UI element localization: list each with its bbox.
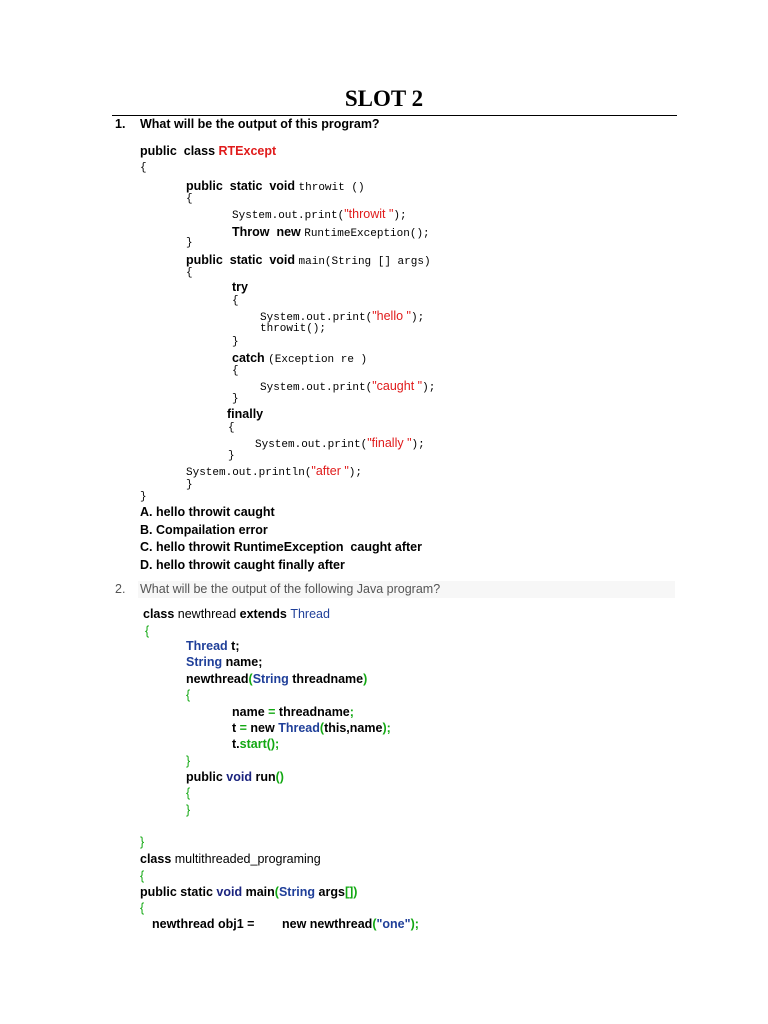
q2-number: 2. [115, 582, 126, 596]
q1-brace: { [232, 295, 239, 307]
q1-brace: { [140, 162, 147, 174]
q1-brace: { [186, 267, 193, 279]
q1-option-d: D. hello throwit caught finally after [140, 558, 345, 572]
q2-brace: { [140, 869, 145, 883]
q1-question: What will be the output of this program? [140, 117, 380, 131]
q2-brace: { [186, 786, 191, 800]
q2-brace: { [140, 901, 145, 915]
q1-code-line: throwit(); [260, 323, 327, 335]
q2-brace: } [140, 835, 145, 849]
q2-brace: { [186, 688, 191, 702]
q1-code-line: System.out.println("after "); [186, 464, 362, 479]
q2-brace: { [145, 624, 150, 638]
q1-code-line: Throw new RuntimeException(); [232, 225, 430, 240]
q2-code-line: public void run() [186, 770, 284, 784]
q2-code-line: class multithreaded_programing [140, 852, 321, 866]
q1-code-line: public static void main(String [] args) [186, 253, 431, 268]
q2-code-line: class newthread extends Thread [143, 607, 330, 621]
q1-number: 1. [115, 117, 126, 131]
q2-code-line: t.start(); [232, 737, 280, 751]
q2-code-line: public static void main(String args[]) [140, 885, 358, 899]
q1-finally: finally [227, 407, 264, 421]
q1-code-line: System.out.print("throwit "); [232, 207, 407, 222]
q1-code-line: System.out.print("caught "); [260, 379, 436, 394]
q1-brace: { [186, 193, 193, 205]
q1-code-line: System.out.print("finally "); [255, 436, 425, 451]
q2-brace: } [186, 803, 191, 817]
q2-code-line: name = threadname; [232, 705, 354, 719]
q2-code-line: newthread(String threadname) [186, 672, 368, 686]
q1-option-c: C. hello throwit RuntimeException caught after [140, 540, 422, 554]
q2-code-line: String name; [186, 655, 263, 669]
q1-option-b: B. Compailation error [140, 523, 268, 537]
q1-class-name: RTExcept [218, 144, 277, 158]
q2-code-line: newthread obj1 = [152, 917, 255, 931]
q1-code-line: System.out.print("hello "); [260, 309, 425, 324]
q1-brace: } [186, 237, 193, 249]
q1-code-line: public class RTExcept [140, 144, 277, 158]
q1-try: try [232, 280, 248, 294]
q1-brace: } [186, 479, 193, 491]
q1-option-a: A. hello throwit caught [140, 505, 275, 519]
q1-code-line: public static void throwit () [186, 179, 365, 194]
page-title: SLOT 2 [344, 86, 424, 111]
q2-code-line: t = new Thread(this,name); [232, 721, 391, 735]
title-rule [112, 115, 677, 116]
q2-brace: } [186, 754, 191, 768]
q1-brace: } [232, 393, 239, 405]
q1-catch: catch (Exception re ) [232, 351, 368, 366]
q1-brace: } [140, 491, 147, 503]
q2-code-line: new newthread("one"); [282, 917, 419, 931]
q2-question: What will be the output of the following Java program? [140, 582, 441, 596]
q1-brace: } [228, 450, 235, 462]
q1-brace: { [228, 422, 235, 434]
q1-brace: } [232, 336, 239, 348]
q2-code-line: Thread t; [186, 639, 240, 653]
q1-brace: { [232, 365, 239, 377]
